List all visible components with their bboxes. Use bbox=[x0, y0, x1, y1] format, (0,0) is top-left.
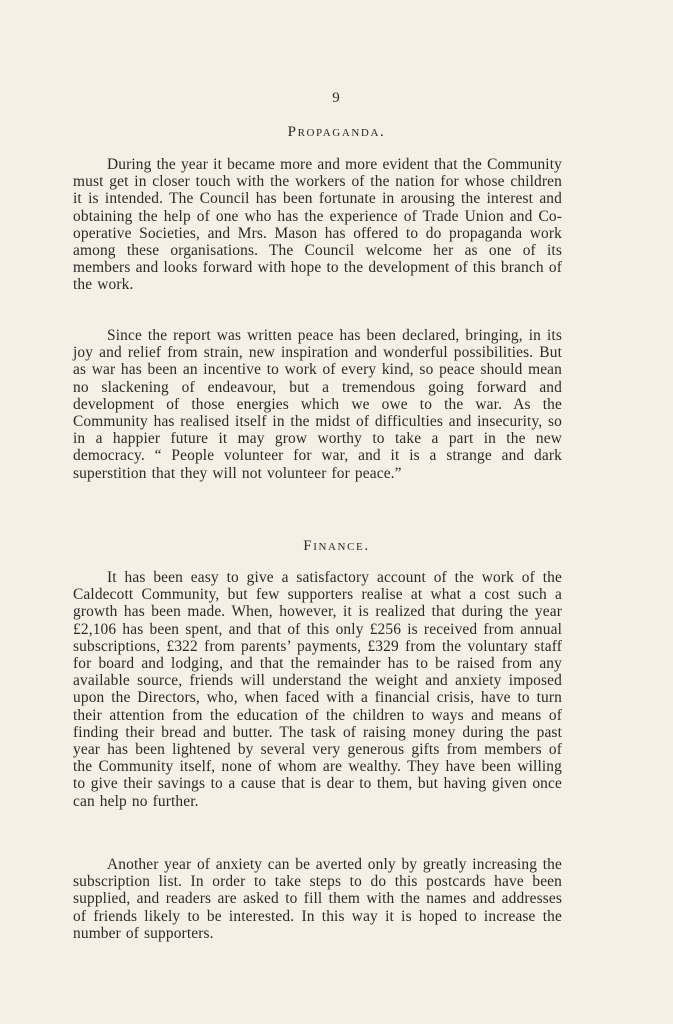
section-title-propaganda: Propaganda. bbox=[287, 124, 386, 140]
propaganda-paragraph-2: Since the report was written peace has been declared, bringing, in its joy and relief from strain, new inspiration and wonderful possibilities. But as war has been an incentive to work of every kind, so peace should mean no slackening of endeavour, but a tremendous going forward and development of those energies which we owe to the war. As the Community has realised itself in the midst of difficulties and insecurity, so in a happier future it may grow worthy to take a part in the new democracy. “ People volunteer for war, and it is a strange and dark superstition that they will not volunteer for peace.” bbox=[73, 327, 562, 482]
finance-paragraph-2: Another year of anxiety can be averted only by greatly increasing the subscription list. In order to take steps to do this postcards have been supplied, and readers are asked to fill them with the names and addresses of friends likely to be interested. In this way it is hoped to increase the number of supporters. bbox=[73, 856, 562, 942]
finance-paragraph-1: It has been easy to give a satisfactory account of the work of the Caldecott Community, but few supporters realise at what a cost such a growth has been made. When, however, it is realized that during the year £2,106 has been spent, and that of this only £256 is received from annual subscriptions, £322 from parents’ payments, £329 from the voluntary staff for board and lodging, and that the remainder has to be raised from any available source, friends will understand the weight and anxiety imposed upon the Directors, who, when faced with a financial crisis, have to turn their attention from the education of the children to ways and means of finding their bread and butter. The task of raising money during the past year has been lightened by several very generous gifts from members of the Community itself, none of whom are wealthy. They have been willing to give their savings to a cause that is dear to them, but having given once can help no further. bbox=[73, 569, 562, 810]
page-number: 9 bbox=[332, 90, 341, 106]
section-title-finance: Finance. bbox=[303, 538, 370, 554]
propaganda-paragraph-1: During the year it became more and more evident that the Community must get in closer touch with the workers of the nation for whose children it is intended. The Council has been fortunate in arousing the interest and obtaining the help of one who has the experience of Trade Union and Co-operative Societies, and Mrs. Mason has offered to do propaganda work among these organisations. The Council welcome her as one of its members and looks forward with hope to the development of this branch of the work. bbox=[73, 156, 562, 294]
